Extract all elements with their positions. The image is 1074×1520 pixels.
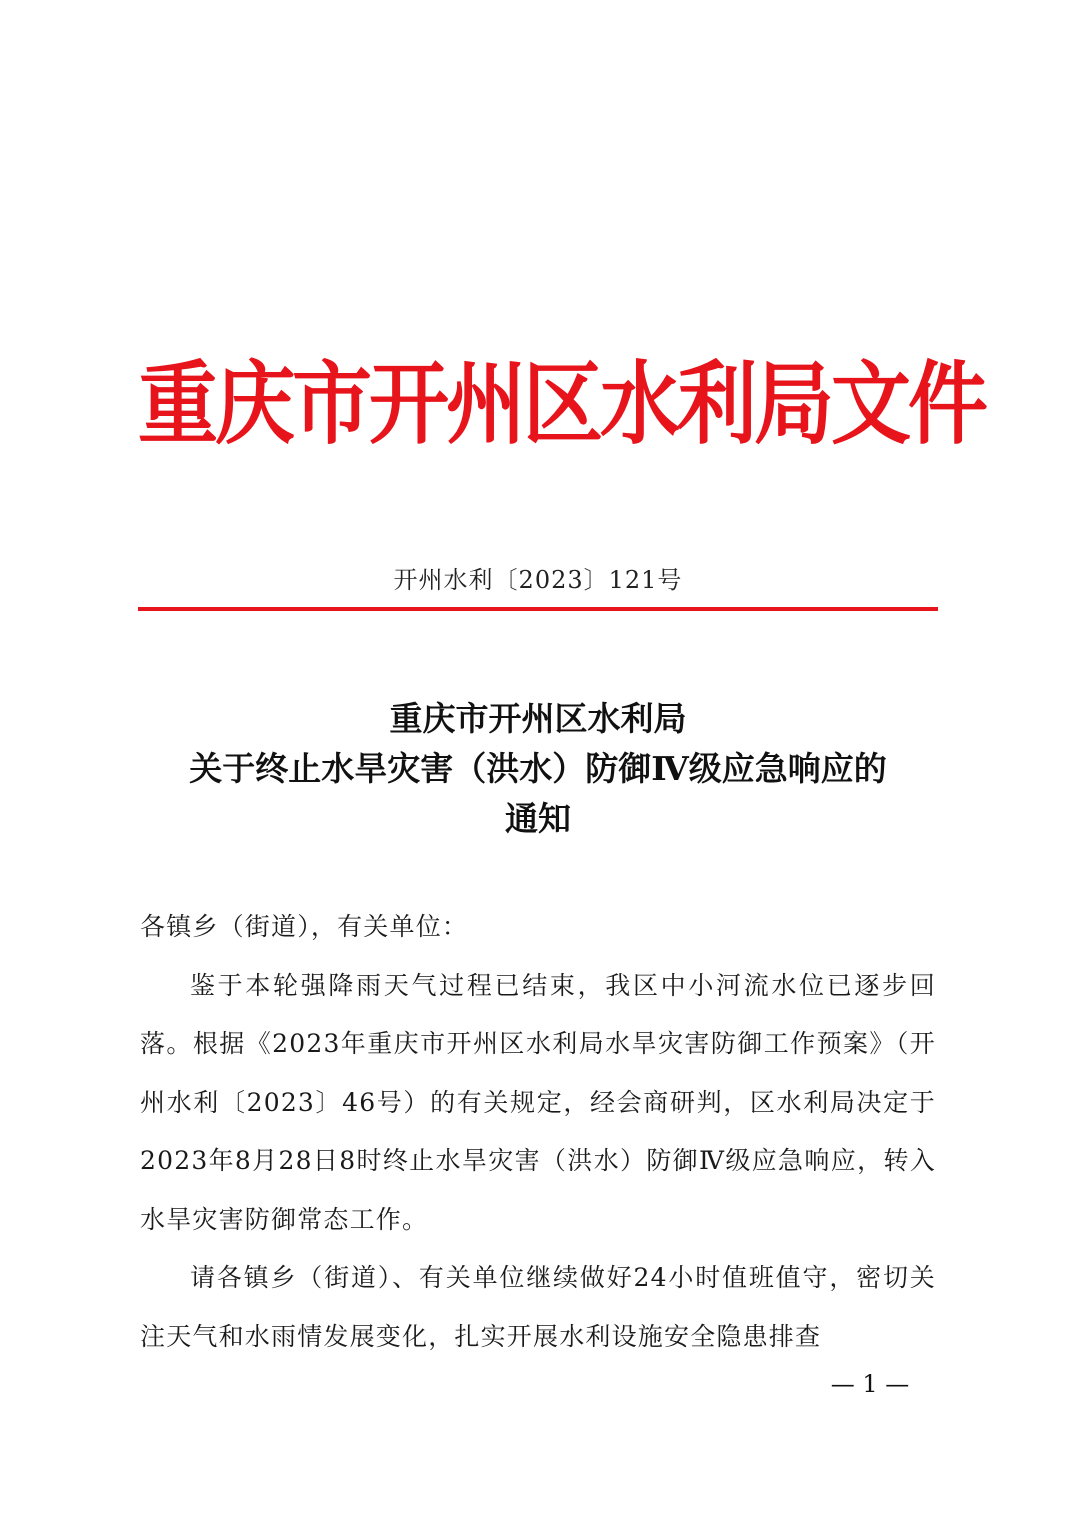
title-line-3: 通知 — [505, 799, 571, 838]
salutation: 各镇乡（街道），有关单位： — [140, 912, 469, 941]
body-paragraph: 请各镇乡（街道）、有关单位继续做好24小时值班值守，密切关注天气和水雨情发展变化，扎实开展水利设施安全隐患排查 — [140, 1263, 936, 1351]
title-line-2: 关于终止水旱灾害（洪水）防御Ⅳ级应急响应的 — [189, 749, 887, 788]
body-paragraph: 鉴于本轮强降雨天气过程已结束，我区中小河流水位已逐步回落。根据《2023年重庆市开州区水利局水旱灾害防御工作预案》（开州水利〔2023〕46号）的有关规定，经会商研判，区水利局决定于2023年8月28日8时终止水旱灾害（洪水）防御Ⅳ级应急响应，转入水旱灾害防御常态工作。 — [140, 970, 936, 1234]
red-divider-line — [138, 607, 938, 611]
document-number: 开州水利〔2023〕121号 — [393, 566, 683, 594]
issuer-header-title: 重庆市开州区水利局文件 — [138, 352, 985, 457]
page-number: — 1 — — [830, 1370, 910, 1398]
document-body — [140, 898, 936, 1366]
title-line-1: 重庆市开州区水利局 — [389, 699, 687, 738]
document-title — [130, 694, 946, 844]
